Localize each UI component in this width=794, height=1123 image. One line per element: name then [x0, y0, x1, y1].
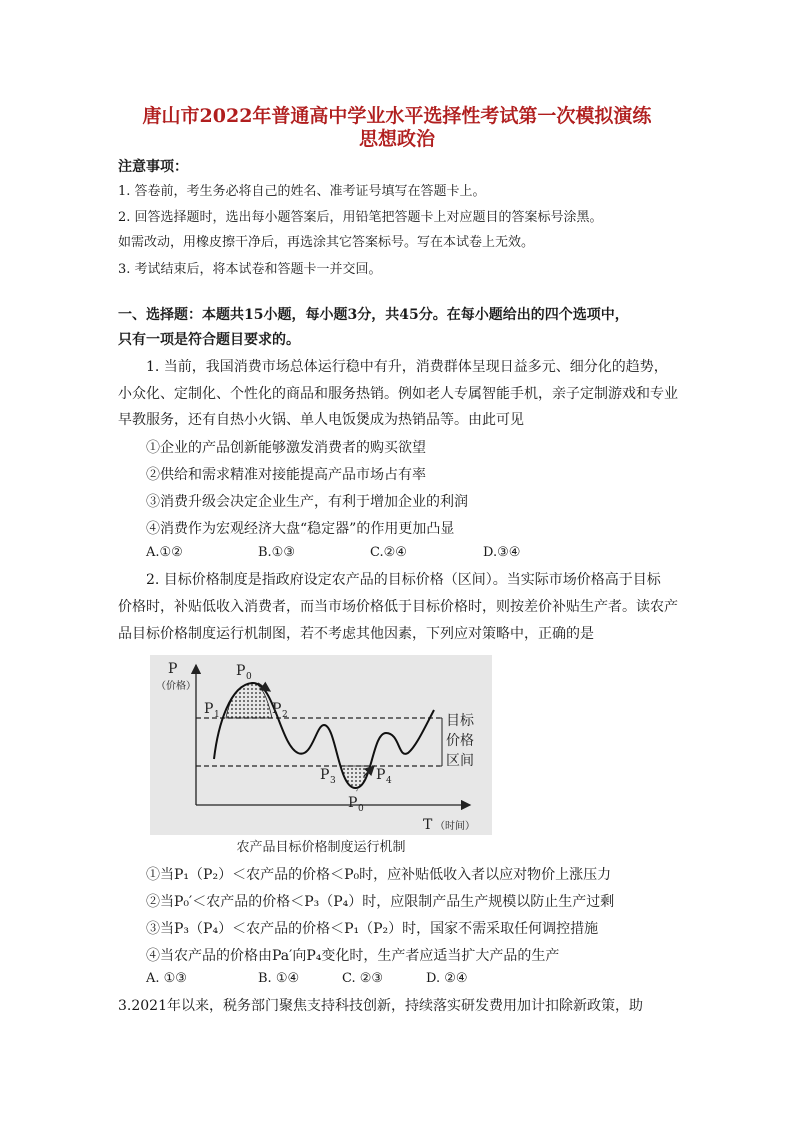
q1-statement-1: ①企业的产品创新能够激发消费者的购买欲望	[146, 440, 426, 456]
label-p0-prime-mark: ′	[356, 789, 359, 800]
exam-title: 唐山市2022年普通高中学业水平选择性考试第一次模拟演练	[142, 105, 652, 127]
q2-statement-2: ②当P₀′＜农产品的价格＜P₃（P₄）时，应限制产品生产规模以防止生产过剩	[146, 894, 615, 910]
q1-option-a: A.①②	[146, 545, 183, 560]
label-p0-prime: P	[348, 795, 358, 811]
q1-option-b: B.①③	[258, 545, 295, 560]
q1-stem-1: 1. 当前，我国消费市场总体运行稳中有升，消费群体呈现日益多元、细分化的趋势，	[146, 359, 668, 375]
q2-statement-1: ①当P₁（P₂）＜农产品的价格＜P₀时，应补贴低收入者以应对物价上涨压力	[146, 867, 612, 883]
q2-statement-3: ③当P₃（P₄）＜农产品的价格＜P₁（P₂）时，国家不需采取任何调控措施	[146, 921, 599, 937]
price-mechanism-figure	[150, 655, 492, 835]
q1-stem-2: 小众化、定制化、个性化的商品和服务热销。例如老人专属智能手机，亲子定制游戏和专业	[118, 386, 678, 402]
y-axis-unit: （价格）	[156, 681, 196, 692]
q2-stem-1: 2. 目标价格制度是指政府设定农产品的目标价格（区间）。当实际市场价格高于目标	[146, 572, 661, 588]
band-label-1: 目标	[446, 713, 474, 729]
q1-option-c: C.②④	[370, 545, 407, 560]
q1-statement-2: ②供给和需求精准对接能提高产品市场占有率	[146, 467, 426, 483]
q1-stem-3: 早教服务，还有自热小火锅、单人电饭煲成为热销品等。由此可见	[118, 412, 524, 428]
q2-option-b: B. ①④	[258, 971, 300, 986]
label-p4-sub: 4	[386, 776, 392, 786]
figure-caption: 农产品目标价格制度运行机制	[236, 840, 406, 855]
section-heading: 一、选择题：本题共15小题，每小题3分，共45分。在每小题给出的四个选项中，	[118, 307, 629, 323]
label-p1: P	[204, 701, 214, 717]
label-p0-sub: 0	[246, 672, 252, 682]
q2-stem-3: 品目标价格制度运行机制图，若不考虑其他因素，下列应对策略中，正确的是	[118, 626, 594, 642]
notice-heading: 注意事项：	[118, 159, 188, 175]
notice-item-1: 1. 答卷前，考生务必将自己的姓名、准考证号填写在答题卡上。	[118, 184, 486, 199]
q3-stem-1: 3.2021年以来，税务部门聚焦支持科技创新，持续落实研发费用加计扣除新政策，助	[118, 998, 643, 1014]
label-p4: P	[376, 767, 386, 783]
q2-stem-2: 价格时，补贴低收入消费者，而当市场价格低于目标价格时，则按差价补贴生产者。读农产	[118, 599, 678, 615]
section-heading-cont: 只有一项是符合题目要求的。	[118, 332, 300, 348]
q1-option-d: D.③④	[483, 545, 521, 560]
label-p1-sub: 1	[214, 710, 220, 720]
q2-option-c: C. ②③	[342, 971, 384, 986]
label-p0-prime-sub: 0	[358, 804, 364, 814]
q2-option-a: A. ①③	[146, 971, 187, 986]
band-label-3: 区间	[446, 753, 474, 769]
y-axis-letter: P	[168, 661, 178, 677]
exam-subject: 思想政治	[358, 128, 435, 150]
q2-statement-4: ④当农产品的价格由Pa′向P₄变化时，生产者应适当扩大产品的生产	[146, 948, 560, 964]
label-p0: P	[236, 663, 246, 679]
notice-item-3: 3. 考试结束后，将本试卷和答题卡一并交回。	[118, 262, 382, 277]
label-p3-sub: 3	[330, 776, 336, 786]
x-axis-letter: T	[423, 817, 433, 833]
q1-statement-3: ③消费升级会决定企业生产，有利于增加企业的利润	[146, 494, 468, 510]
band-label-2: 价格	[446, 733, 474, 749]
q1-statement-4: ④消费作为宏观经济大盘“稳定器”的作用更加凸显	[146, 521, 455, 537]
x-axis-unit: （时间）	[435, 821, 475, 832]
notice-item-2: 2. 回答选择题时，选出每小题答案后，用铅笔把答题卡上对应题目的答案标号涂黑。	[118, 210, 603, 225]
label-p3: P	[320, 767, 330, 783]
label-p2: P	[272, 701, 282, 717]
label-p2-sub: 2	[282, 710, 288, 720]
notice-item-2-cont: 如需改动，用橡皮擦干净后，再选涂其它答案标号。写在本试卷上无效。	[118, 235, 535, 250]
q2-option-d: D. ②④	[426, 971, 468, 986]
